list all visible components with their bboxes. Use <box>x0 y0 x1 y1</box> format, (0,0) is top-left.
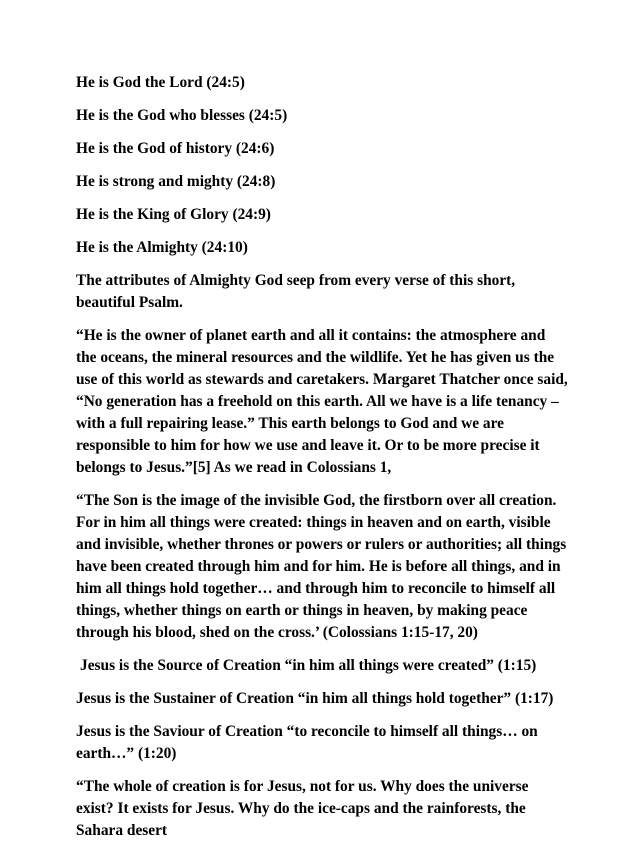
attribute-line-god-the-lord: He is God the Lord (24:5) <box>76 74 245 91</box>
document-body <box>76 72 568 853</box>
attribute-line-king-of-glory: He is the King of Glory (24:9) <box>76 206 271 223</box>
attribute-line-strong-and-mighty: He is strong and mighty (24:8) <box>76 173 276 190</box>
paragraph-colossians-quote: “The Son is the image of the invisible God, the firstborn over all creation. For in him all things were created: things in heaven and on earth, visible and invisible, whether thrones or powers or rulers or authorities; all things have been created through him and for him. He is before all things, and in him all things hold together… and through him to reconcile to himself all things, whether things on earth or things in heaven, by making peace through his blood, shed on the cross.’ (Colossians 1:15-17, 20) <box>76 492 567 641</box>
paragraph-creation-for-jesus: “The whole of creation is for Jesus, not for us. Why does the universe exist? It exists for Jesus. Why do the ice-caps and the rainforests, the Sahara desert <box>76 778 529 839</box>
attribute-line-god-of-history: He is the God of history (24:6) <box>76 140 275 157</box>
line-saviour-of-creation: Jesus is the Saviour of Creation “to reconcile to himself all things… on earth…” (1:20) <box>76 723 538 762</box>
paragraph-attributes-summary: The attributes of Almighty God seep from every verse of this short, beautiful Psalm. <box>76 272 516 311</box>
attribute-line-god-who-blesses: He is the God who blesses (24:5) <box>76 107 288 124</box>
attribute-line-almighty: He is the Almighty (24:10) <box>76 239 248 256</box>
paragraph-owner-of-earth-quote: “He is the owner of planet earth and all it contains: the atmosphere and the oceans, the mineral resources and the wildlife. Yet he has given us the use of this world as stewards and caretakers. Margaret Thatcher once said, “No generation has a freehold on this earth. All we have is a life tenancy – with a full repairing lease.” This earth belongs to God and we are responsible to him for how we use and leave it. Or to be more precise it belongs to Jesus.”[5] As we read in Colossians 1, <box>76 327 568 476</box>
line-sustainer-of-creation: Jesus is the Sustainer of Creation “in him all things hold together” (1:17) <box>76 690 554 707</box>
line-source-of-creation: Jesus is the Source of Creation “in him all things were created” (1:15) <box>80 657 537 674</box>
